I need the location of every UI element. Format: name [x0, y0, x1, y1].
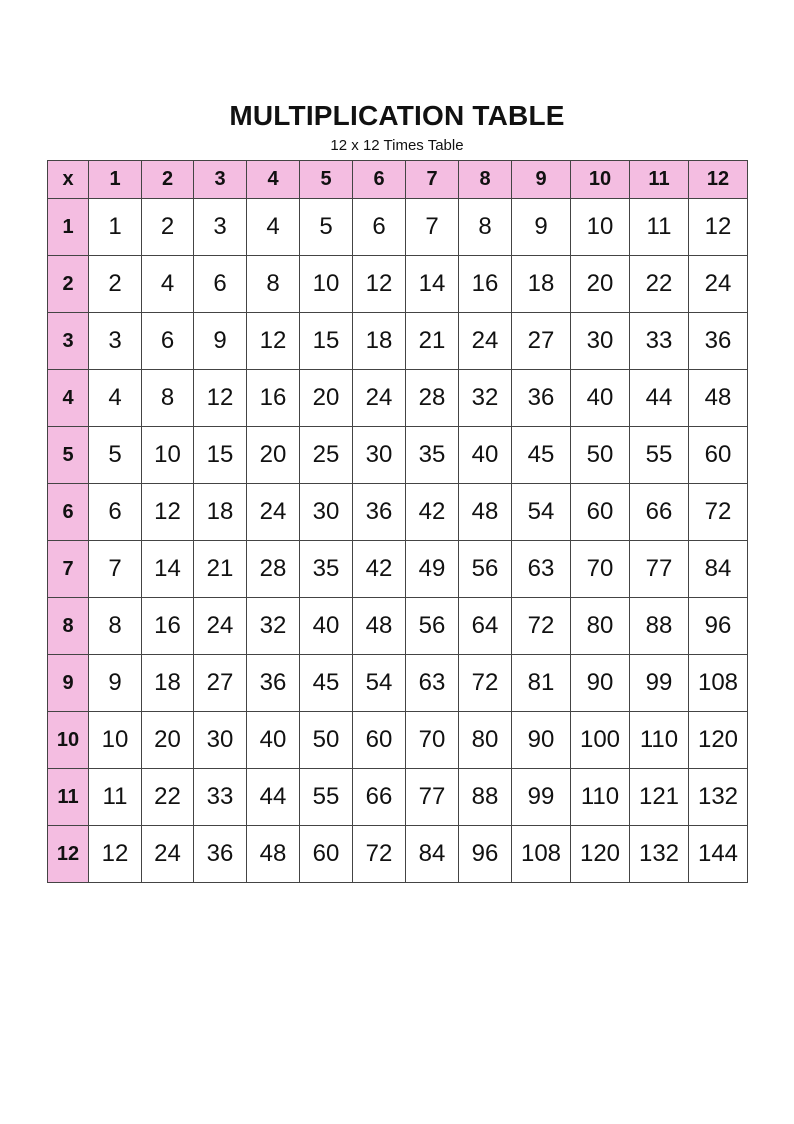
- table-row: [48, 313, 748, 370]
- row-header: 12: [48, 826, 89, 883]
- product-cell: 77: [630, 541, 689, 598]
- product-cell: 81: [512, 655, 571, 712]
- multiplication-table: [47, 160, 748, 883]
- product-cell: 70: [571, 541, 630, 598]
- product-cell: 99: [512, 769, 571, 826]
- product-cell: 66: [353, 769, 406, 826]
- product-cell: 11: [630, 199, 689, 256]
- product-cell: 70: [406, 712, 459, 769]
- product-cell: 32: [247, 598, 300, 655]
- product-cell: 16: [142, 598, 194, 655]
- product-cell: 7: [89, 541, 142, 598]
- table-row: [48, 826, 748, 883]
- product-cell: 54: [512, 484, 571, 541]
- product-cell: 10: [571, 199, 630, 256]
- product-cell: 25: [300, 427, 353, 484]
- product-cell: 36: [512, 370, 571, 427]
- page-subtitle: 12 x 12 Times Table: [330, 137, 464, 154]
- column-header: 11: [630, 161, 689, 199]
- product-cell: 12: [89, 826, 142, 883]
- column-header: 3: [194, 161, 247, 199]
- row-header: 2: [48, 256, 89, 313]
- product-cell: 72: [512, 598, 571, 655]
- product-cell: 20: [571, 256, 630, 313]
- product-cell: 36: [194, 826, 247, 883]
- product-cell: 15: [300, 313, 353, 370]
- product-cell: 120: [689, 712, 748, 769]
- product-cell: 63: [406, 655, 459, 712]
- product-cell: 27: [194, 655, 247, 712]
- product-cell: 60: [300, 826, 353, 883]
- product-cell: 48: [459, 484, 512, 541]
- product-cell: 12: [689, 199, 748, 256]
- product-cell: 110: [630, 712, 689, 769]
- product-cell: 100: [571, 712, 630, 769]
- table-row: [48, 199, 748, 256]
- product-cell: 16: [247, 370, 300, 427]
- product-cell: 35: [406, 427, 459, 484]
- product-cell: 4: [142, 256, 194, 313]
- product-cell: 80: [571, 598, 630, 655]
- product-cell: 28: [406, 370, 459, 427]
- table-row: [48, 484, 748, 541]
- product-cell: 10: [89, 712, 142, 769]
- row-header: 4: [48, 370, 89, 427]
- product-cell: 22: [630, 256, 689, 313]
- product-cell: 28: [247, 541, 300, 598]
- product-cell: 24: [194, 598, 247, 655]
- product-cell: 42: [353, 541, 406, 598]
- column-header: 8: [459, 161, 512, 199]
- product-cell: 33: [194, 769, 247, 826]
- product-cell: 132: [689, 769, 748, 826]
- column-header: 5: [300, 161, 353, 199]
- product-cell: 96: [459, 826, 512, 883]
- product-cell: 108: [689, 655, 748, 712]
- product-cell: 15: [194, 427, 247, 484]
- row-header: 6: [48, 484, 89, 541]
- product-cell: 6: [142, 313, 194, 370]
- product-cell: 30: [353, 427, 406, 484]
- product-cell: 56: [459, 541, 512, 598]
- product-cell: 3: [194, 199, 247, 256]
- product-cell: 20: [142, 712, 194, 769]
- product-cell: 8: [89, 598, 142, 655]
- product-cell: 88: [630, 598, 689, 655]
- table-row: [48, 541, 748, 598]
- product-cell: 55: [300, 769, 353, 826]
- product-cell: 20: [247, 427, 300, 484]
- product-cell: 9: [194, 313, 247, 370]
- product-cell: 12: [247, 313, 300, 370]
- product-cell: 30: [300, 484, 353, 541]
- product-cell: 1: [89, 199, 142, 256]
- row-header: 5: [48, 427, 89, 484]
- product-cell: 9: [512, 199, 571, 256]
- product-cell: 24: [689, 256, 748, 313]
- product-cell: 40: [300, 598, 353, 655]
- product-cell: 72: [689, 484, 748, 541]
- product-cell: 6: [194, 256, 247, 313]
- table-row: [48, 370, 748, 427]
- product-cell: 42: [406, 484, 459, 541]
- product-cell: 5: [300, 199, 353, 256]
- product-cell: 12: [353, 256, 406, 313]
- product-cell: 36: [689, 313, 748, 370]
- product-cell: 4: [89, 370, 142, 427]
- product-cell: 54: [353, 655, 406, 712]
- product-cell: 48: [247, 826, 300, 883]
- product-cell: 90: [571, 655, 630, 712]
- table-row: [48, 598, 748, 655]
- product-cell: 60: [689, 427, 748, 484]
- product-cell: 8: [459, 199, 512, 256]
- table-row: [48, 712, 748, 769]
- product-cell: 27: [512, 313, 571, 370]
- row-header: 11: [48, 769, 89, 826]
- product-cell: 24: [459, 313, 512, 370]
- product-cell: 88: [459, 769, 512, 826]
- product-cell: 45: [300, 655, 353, 712]
- product-cell: 72: [353, 826, 406, 883]
- product-cell: 55: [630, 427, 689, 484]
- product-cell: 84: [406, 826, 459, 883]
- row-header: 1: [48, 199, 89, 256]
- product-cell: 132: [630, 826, 689, 883]
- product-cell: 36: [247, 655, 300, 712]
- row-header: 3: [48, 313, 89, 370]
- table-row: [48, 427, 748, 484]
- product-cell: 44: [630, 370, 689, 427]
- product-cell: 84: [689, 541, 748, 598]
- column-header: 12: [689, 161, 748, 199]
- product-cell: 77: [406, 769, 459, 826]
- product-cell: 11: [89, 769, 142, 826]
- product-cell: 96: [689, 598, 748, 655]
- product-cell: 72: [459, 655, 512, 712]
- product-cell: 108: [512, 826, 571, 883]
- page-title: MULTIPLICATION TABLE: [229, 100, 565, 131]
- product-cell: 35: [300, 541, 353, 598]
- product-cell: 18: [353, 313, 406, 370]
- product-cell: 30: [194, 712, 247, 769]
- product-cell: 66: [630, 484, 689, 541]
- product-cell: 18: [194, 484, 247, 541]
- product-cell: 20: [300, 370, 353, 427]
- product-cell: 99: [630, 655, 689, 712]
- product-cell: 120: [571, 826, 630, 883]
- product-cell: 50: [571, 427, 630, 484]
- product-cell: 144: [689, 826, 748, 883]
- product-cell: 40: [459, 427, 512, 484]
- product-cell: 24: [247, 484, 300, 541]
- product-cell: 33: [630, 313, 689, 370]
- product-cell: 10: [300, 256, 353, 313]
- product-cell: 9: [89, 655, 142, 712]
- product-cell: 90: [512, 712, 571, 769]
- product-cell: 16: [459, 256, 512, 313]
- product-cell: 40: [571, 370, 630, 427]
- product-cell: 3: [89, 313, 142, 370]
- column-header: 6: [353, 161, 406, 199]
- product-cell: 8: [247, 256, 300, 313]
- product-cell: 24: [142, 826, 194, 883]
- row-header: 10: [48, 712, 89, 769]
- table-row: [48, 769, 748, 826]
- row-header: 8: [48, 598, 89, 655]
- column-header: 10: [571, 161, 630, 199]
- product-cell: 10: [142, 427, 194, 484]
- product-cell: 48: [689, 370, 748, 427]
- product-cell: 80: [459, 712, 512, 769]
- product-cell: 36: [353, 484, 406, 541]
- product-cell: 12: [142, 484, 194, 541]
- product-cell: 18: [512, 256, 571, 313]
- product-cell: 30: [571, 313, 630, 370]
- product-cell: 5: [89, 427, 142, 484]
- column-header: 1: [89, 161, 142, 199]
- product-cell: 50: [300, 712, 353, 769]
- product-cell: 14: [142, 541, 194, 598]
- column-header: 9: [512, 161, 571, 199]
- product-cell: 6: [353, 199, 406, 256]
- row-header: 7: [48, 541, 89, 598]
- product-cell: 60: [353, 712, 406, 769]
- product-cell: 7: [406, 199, 459, 256]
- product-cell: 12: [194, 370, 247, 427]
- product-cell: 32: [459, 370, 512, 427]
- corner-cell: x: [48, 161, 89, 199]
- product-cell: 8: [142, 370, 194, 427]
- product-cell: 110: [571, 769, 630, 826]
- product-cell: 49: [406, 541, 459, 598]
- product-cell: 14: [406, 256, 459, 313]
- column-header: 2: [142, 161, 194, 199]
- row-header: 9: [48, 655, 89, 712]
- product-cell: 18: [142, 655, 194, 712]
- table-row: [48, 256, 748, 313]
- product-cell: 21: [194, 541, 247, 598]
- product-cell: 40: [247, 712, 300, 769]
- product-cell: 2: [89, 256, 142, 313]
- product-cell: 64: [459, 598, 512, 655]
- column-header: 7: [406, 161, 459, 199]
- product-cell: 56: [406, 598, 459, 655]
- product-cell: 44: [247, 769, 300, 826]
- product-cell: 6: [89, 484, 142, 541]
- table-row: [48, 655, 748, 712]
- product-cell: 24: [353, 370, 406, 427]
- product-cell: 45: [512, 427, 571, 484]
- product-cell: 121: [630, 769, 689, 826]
- column-header: 4: [247, 161, 300, 199]
- product-cell: 48: [353, 598, 406, 655]
- product-cell: 21: [406, 313, 459, 370]
- product-cell: 60: [571, 484, 630, 541]
- product-cell: 2: [142, 199, 194, 256]
- header-row: [48, 161, 748, 199]
- product-cell: 63: [512, 541, 571, 598]
- product-cell: 4: [247, 199, 300, 256]
- product-cell: 22: [142, 769, 194, 826]
